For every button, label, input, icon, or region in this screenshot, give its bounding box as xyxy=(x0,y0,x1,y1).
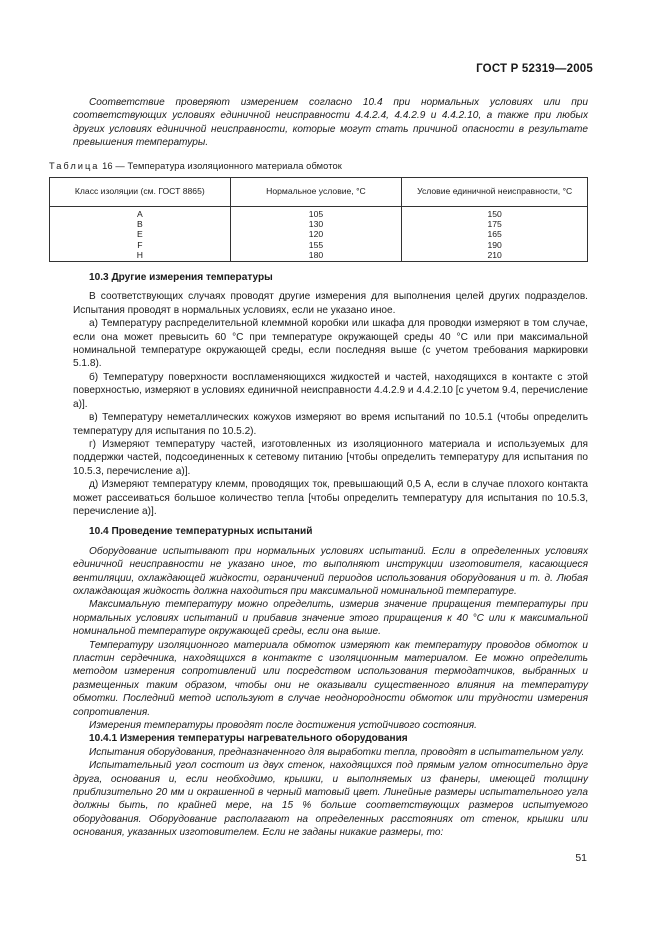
column-header-normal-condition: Нормальное условие, °С xyxy=(230,178,402,207)
table-cell: 190 xyxy=(402,240,588,250)
section-10-3-paragraph: В соответствующих случаях проводят другие измерения для выполнения целей других подразделов. Испытания проводят в нормальных условиях, если не указано иное. xyxy=(73,291,588,316)
table-cell: А xyxy=(50,207,231,220)
section-heading-10-3: 10.3 Другие измерения температуры xyxy=(89,272,273,284)
page-content xyxy=(49,96,588,840)
list-item-d: д) Измеряют температуру клемм, проводящих ток, превышающий 0,5 А, если в случае плохого контакта может рассеиваться большое количество тепла [чтобы определить температуру для испытания по 10.5.3, перечисление а)]. xyxy=(73,479,588,517)
table-cell: 105 xyxy=(230,207,402,220)
table-cell: 180 xyxy=(230,250,402,262)
list-item-a: а) Температуру распределительной клеммной коробки или шкафа для проводки измеряют в том случае, если она может превысить 60 °С при температуре окружающей среды 40 °С или при максимальной номинальной температуре окружающей среды, если последняя выше (с учетом требования маркировки 5.1.8). xyxy=(73,318,588,370)
section-10-4-paragraph-2: Максимальную температуру можно определить, измерив значение приращения температуры при нормальных условиях испытаний и прибавив значение этого приращения к 40 °С или к максимальной номинальной температуре окружающей среды, если она выше. xyxy=(73,599,588,638)
table-cell: 165 xyxy=(402,229,588,239)
table-row xyxy=(50,207,588,220)
table-cell: 175 xyxy=(402,219,588,229)
section-10-4-paragraph-4: Измерения температуры проводят после достижения устойчивого состояния. xyxy=(89,720,477,732)
section-heading-10-4: 10.4 Проведение температурных испытаний xyxy=(89,526,313,538)
table-cell: В xyxy=(50,219,231,229)
subsection-heading-10-4-1: 10.4.1 Измерения температуры нагревательного оборудования xyxy=(89,733,408,745)
table-cell: F xyxy=(50,240,231,250)
page-number: 51 xyxy=(575,852,587,864)
table-caption xyxy=(49,160,588,173)
table-row xyxy=(50,250,588,262)
table-caption-text: 16 — Температура изоляционного материала обмоток xyxy=(102,160,342,171)
table-cell: Е xyxy=(50,229,231,239)
subsection-paragraph-1: Испытания оборудования, предназначенного для выработки тепла, проводят в испытательном углу. xyxy=(89,746,585,758)
table-header-row xyxy=(50,178,588,207)
list-item-v: в) Температуру неметаллических кожухов измеряют во время испытаний по 10.5.1 (чтобы определить температуру для испытания по 10.5.2). xyxy=(73,412,588,437)
insulation-temperature-table xyxy=(49,177,588,262)
document-code-header: ГОСТ Р 52319—2005 xyxy=(476,63,593,75)
table-cell: 210 xyxy=(402,250,588,262)
table-cell: Н xyxy=(50,250,231,262)
list-item-g: г) Измеряют температуру частей, изготовленных из изоляционного материала и используемых для поддержки частей, подсоединенных к сетевому питанию [чтобы определить температуру для испытания по 10.5.3, перечисление а)]. xyxy=(73,438,588,477)
table-cell: 130 xyxy=(230,219,402,229)
subsection-paragraph-2: Испытательный угол состоит из двух стенок, находящихся под прямым углом относительно друг друга, основания и, если необходимо, крышки, и выполняемых из фанеры, имеющей толщину приблизительно 20 мм и окрашенной в черный матовый цвет. Линейные размеры испытательного угла должны быть, по крайней мере, на 15 % больше соответствующих размеров испытуемого оборудования. Оборудование располагают на определенных расстояниях от стенок, крышки или основания, указанных изготовителем. Если не заданы никакие размеры, то: xyxy=(73,760,588,839)
section-10-4-paragraph-1: Оборудование испытывают при нормальных условиях испытаний. Если в определенных условиях единичной неисправности не указано иное, то выполняют инструкции изготовителя, касающиеся вентиляции, охлаждающей жидкости, ограничений периодов использования оборудования и т. д. Любая охлаждающая жидкость должна находиться при максимальной номинальной температуре. xyxy=(73,545,588,597)
list-item-b: б) Температуру поверхности воспламеняющихся жидкостей и частей, находящихся в контакте с этой поверхностью, измеряют в условиях единичной неисправности 4.4.2.9 и 4.4.2.10 [с учетом 9.4, перечисление а)]. xyxy=(73,371,588,410)
column-header-insulation-class: Класс изоляции (см. ГОСТ 8865) xyxy=(50,178,231,207)
table-caption-label: Таблица xyxy=(49,160,100,171)
table-row xyxy=(50,219,588,229)
intro-paragraph: Соответствие проверяют измерением согласно 10.4 при нормальных условиях или при соответствующих условиях единичной неисправности 4.4.2.4, 4.4.2.9 и 4.4.2.10, а также при любых других условиях единичной неисправности, которые могут стать причиной опасности в результате превышения температуры. xyxy=(73,97,588,149)
table-row xyxy=(50,229,588,239)
table-cell: 155 xyxy=(230,240,402,250)
column-header-single-fault: Условие единичной неисправности, °С xyxy=(402,178,588,207)
table-cell: 150 xyxy=(402,207,588,220)
table-cell: 120 xyxy=(230,229,402,239)
section-10-4-paragraph-3: Температуру изоляционного материала обмоток измеряют как температуру проводов обмоток и пластин сердечника, находящихся в контакте с изоляционным материалом. Ее можно определить методом измерения сопротивлений или посредством использования термодатчиков, выбранных и размещенных таким образом, чтобы они не оказывали существенного влияния на температуру обмотки. Последний метод используют в случае неоднородности обмоток или трудности измерения сопротивления. xyxy=(73,639,588,718)
table-row xyxy=(50,240,588,250)
